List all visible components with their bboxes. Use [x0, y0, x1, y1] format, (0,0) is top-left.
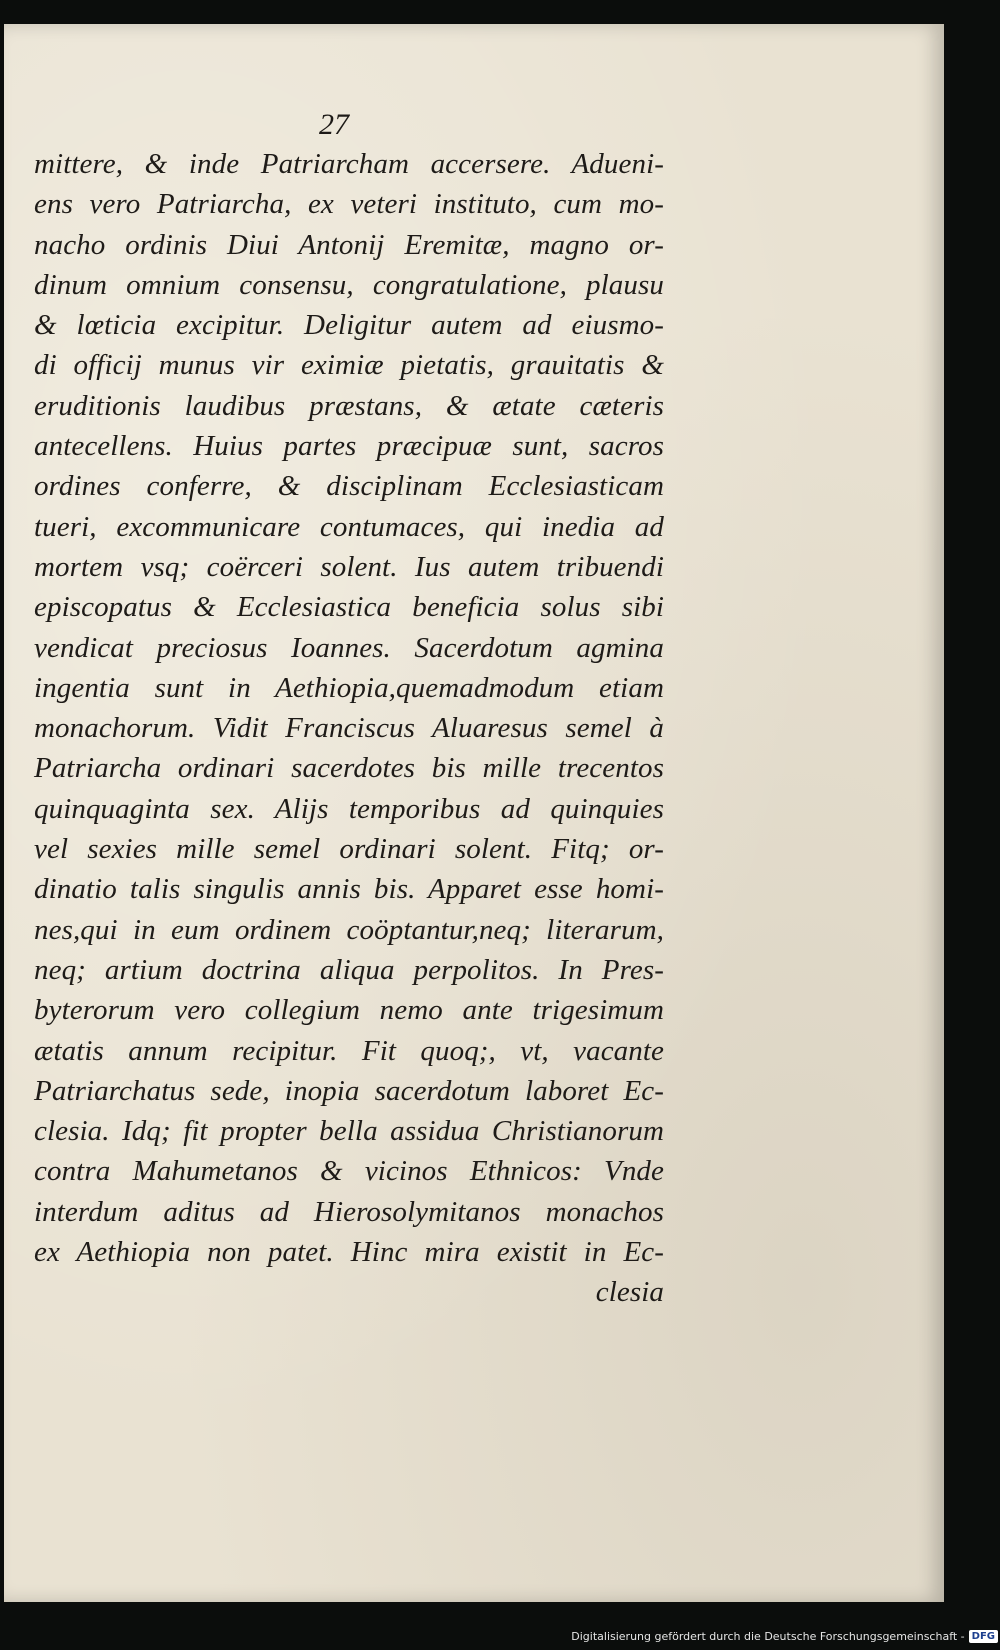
- text-line: ex Aethiopia non patet. Hinc mira existit in Ec-: [34, 1236, 664, 1269]
- text-line: vendicat preciosus Ioannes. Sacerdotum agmina: [34, 631, 664, 664]
- text-line: episcopatus & Ecclesiastica beneficia solus sibi: [34, 591, 664, 624]
- text-line: di officij munus vir eximiæ pietatis, grauitatis &: [34, 349, 664, 382]
- credit-text: Digitalisierung gefördert durch die Deutsche Forschungsgemeinschaft -: [571, 1629, 965, 1643]
- text-line: interdum aditus ad Hierosolymitanos monachos: [34, 1195, 664, 1228]
- text-line: contra Mahumetanos & vicinos Ethnicos: Vnde: [34, 1155, 664, 1188]
- text-line: nacho ordinis Diui Antonij Eremitæ, magno or-: [34, 228, 664, 261]
- text-line: monachorum. Vidit Franciscus Aluaresus semel à: [34, 712, 664, 745]
- text-line: ætatis annum recipitur. Fit quoq;, vt, vacante: [34, 1034, 664, 1067]
- text-line: clesia. Idq; fit propter bella assidua Christianorum: [34, 1115, 664, 1148]
- text-line: byterorum vero collegium nemo ante trigesimum: [34, 994, 664, 1027]
- dfg-logo: DFG: [969, 1630, 998, 1643]
- text-line: Patriarcha ordinari sacerdotes bis mille trecentos: [34, 752, 664, 785]
- digitization-credit: [571, 1626, 998, 1646]
- text-line: quinquaginta sex. Alijs temporibus ad quinquies: [34, 792, 664, 825]
- catchword: clesia: [595, 1276, 664, 1309]
- text-line: vel sexies mille semel ordinari solent. Fitq; or-: [34, 833, 664, 866]
- text-line: tueri, excommunicare contumaces, qui inedia ad: [34, 510, 664, 543]
- text-line: dinum omnium consensu, congratulatione, plausu: [34, 268, 664, 301]
- text-line: Patriarchatus sede, inopia sacerdotum laboret Ec-: [34, 1074, 664, 1107]
- text-line: nes,qui in eum ordinem coöptantur,neq; literarum,: [34, 913, 664, 946]
- text-line: ens vero Patriarcha, ex veteri instituto, cum mo-: [34, 188, 664, 221]
- book-page: [4, 24, 944, 1602]
- page-number: 27: [319, 108, 349, 141]
- text-line: mittere, & inde Patriarcham accersere. Adueni-: [34, 148, 664, 180]
- text-line: dinatio talis singulis annis bis. Apparet esse homi-: [34, 873, 664, 906]
- text-line: & lœticia excipitur. Deligitur autem ad eiusmo-: [34, 309, 664, 342]
- text-line: ordines conferre, & disciplinam Ecclesiasticam: [34, 470, 664, 503]
- page-text: [34, 144, 664, 1313]
- text-line: eruditionis laudibus præstans, & ætate cæteris: [34, 389, 664, 422]
- text-line: ingentia sunt in Aethiopia,quemadmodum etiam: [34, 671, 664, 704]
- text-line: antecellens. Huius partes præcipuæ sunt, sacros: [34, 430, 664, 463]
- text-line: neq; artium doctrina aliqua perpolitos. In Pres-: [34, 953, 664, 986]
- text-line: mortem vsq; coërceri solent. Ius autem tribuendi: [34, 550, 664, 583]
